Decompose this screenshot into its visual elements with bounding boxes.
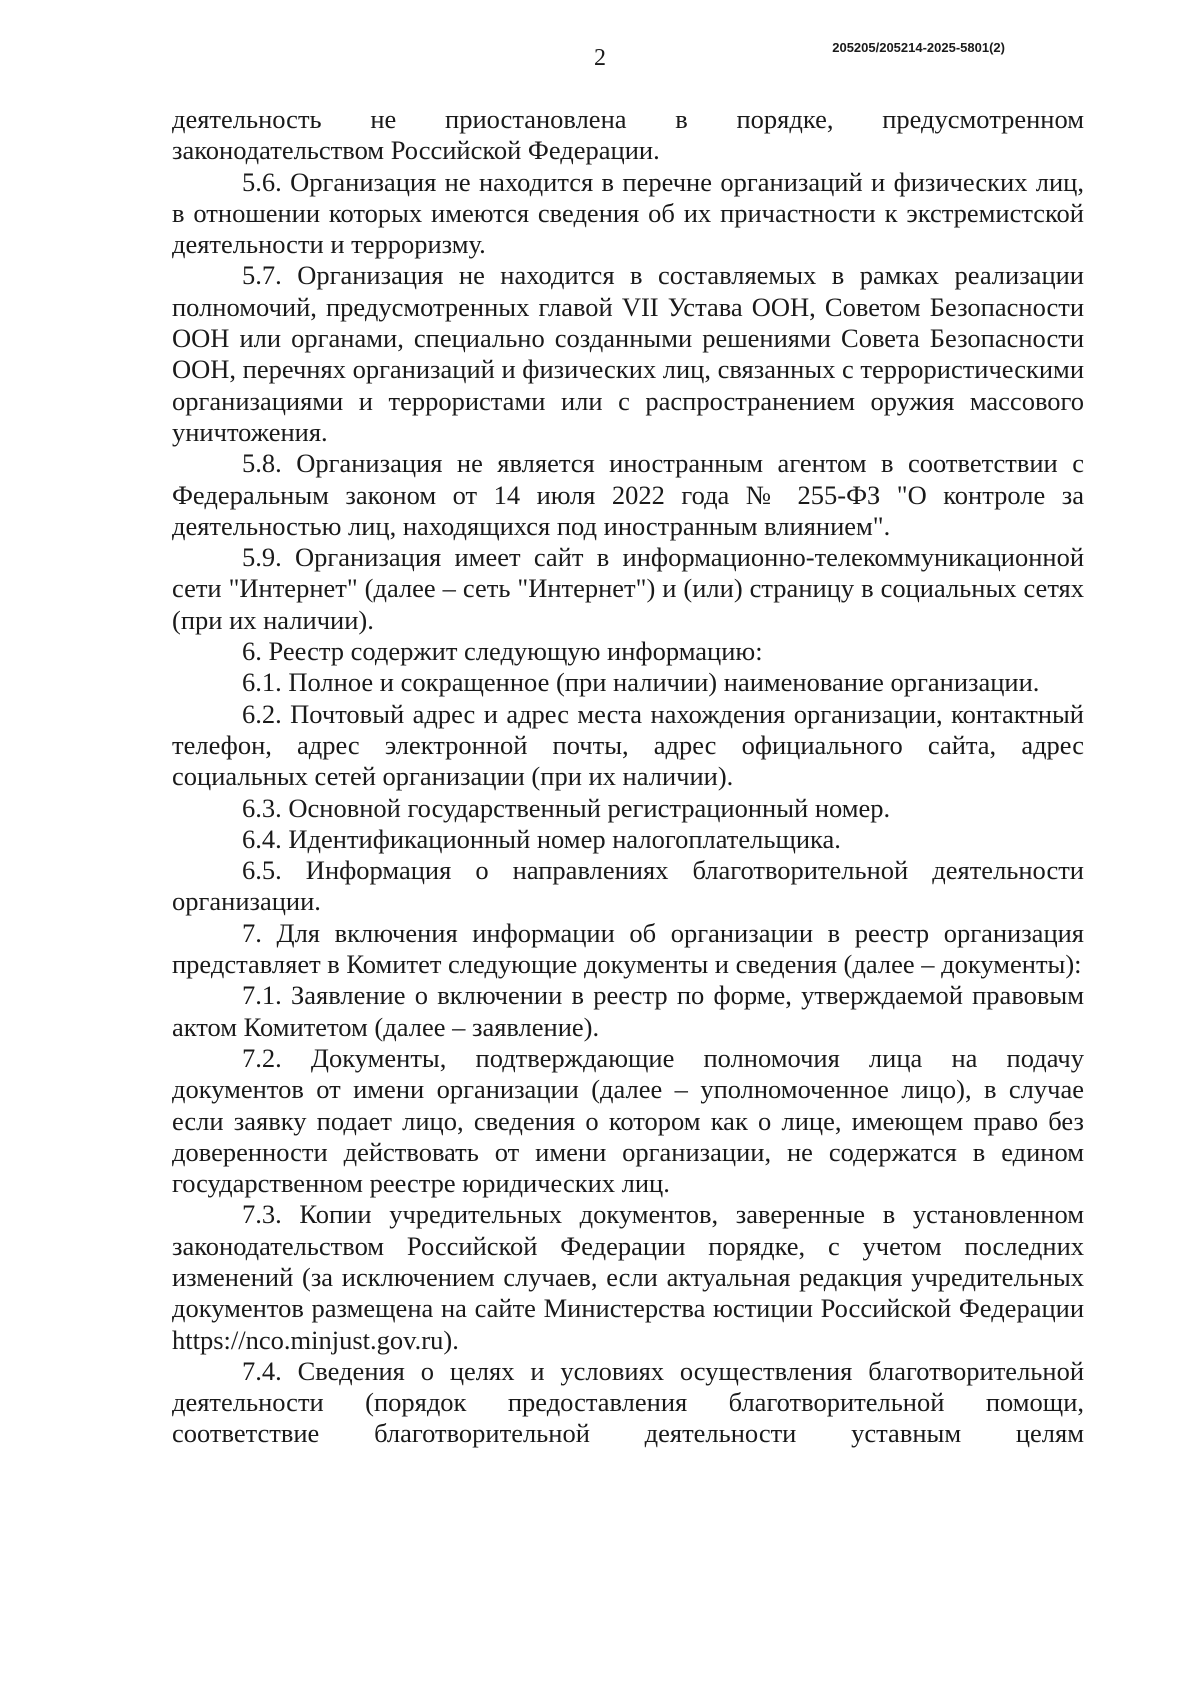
paragraph-7-3: 7.3. Копии учредительных документов, заверенные в установленном законодательством Российской Федерации порядке, с учетом последних изменений (за исключением случаев, если актуальная редакция учредительных документов размещена на сайте Министерства юстиции Российской Федерации https://nco.minjust.gov.ru). xyxy=(172,1199,1084,1355)
paragraph-7: 7. Для включения информации об организации в реестр организация представляет в Комитет следующие документы и сведения (далее – документы): xyxy=(172,917,1084,980)
paragraph-5-8: 5.8. Организация не является иностранным агентом в соответствии с Федеральным законом от 14 июля 2022 года № 255-ФЗ "О контроле за деятельностью лиц, находящихся под иностранным влиянием". xyxy=(172,448,1084,541)
paragraph-7-4: 7.4. Сведения о целях и условиях осуществления благотворительной деятельности (порядок предоставления благотворительной помощи, соответствие благотворительной деятельности уставным целям xyxy=(172,1355,1084,1449)
paragraph-6-4: 6.4. Идентификационный номер налогоплательщика. xyxy=(242,823,841,854)
paragraph-5-7: 5.7. Организация не находится в составляемых в рамках реализации полномочий, предусмотренных главой VII Устава ООН, Советом Безопасности ООН или органами, специально созданными решениями Совета Безопасности ООН, перечнях организаций и физических лиц, связанных с террористическими организациями и террористами или с распространением оружия массового уничтожения. xyxy=(172,260,1084,447)
paragraph-6-3: 6.3. Основной государственный регистрационный номер. xyxy=(242,792,891,823)
paragraph-continuation: деятельность не приостановлена в порядке, предусмотренном законодательством Российской Федерации. xyxy=(172,104,1084,166)
document-body xyxy=(172,104,1084,1450)
paragraph-5-9: 5.9. Организация имеет сайт в информационно-телекоммуникационной сети "Интернет" (далее – сеть "Интернет") и (или) страницу в социальных сетях (при их наличии). xyxy=(172,542,1084,635)
paragraph-7-1: 7.1. Заявление о включении в реестр по форме, утверждаемой правовым актом Комитетом (далее – заявление). xyxy=(172,980,1084,1042)
paragraph-6-2: 6.2. Почтовый адрес и адрес места нахождения организации, контактный телефон, адрес электронной почты, адрес официального сайта, адрес социальных сетей организации (при их наличии). xyxy=(172,698,1084,792)
page-number: 2 xyxy=(594,45,606,71)
paragraph-6: 6. Реестр содержит следующую информацию: xyxy=(242,636,763,667)
paragraph-5-6: 5.6. Организация не находится в перечне организаций и физических лиц, в отношении которых имеются сведения об их причастности к экстремистской деятельности и терроризму. xyxy=(172,166,1084,260)
paragraph-7-2: 7.2. Документы, подтверждающие полномочия лица на подачу документов от имени организации (далее – уполномоченное лицо), в случае если заявку подает лицо, сведения о котором как о лице, имеющем право без доверенности действовать от имени организации, не содержатся в едином государственном реестре юридических лиц. xyxy=(172,1042,1084,1199)
paragraph-6-5: 6.5. Информация о направлениях благотворительной деятельности организации. xyxy=(172,855,1084,917)
paragraph-6-1: 6.1. Полное и сокращенное (при наличии) наименование организации. xyxy=(242,667,1040,698)
document-id: 205205/205214-2025-5801(2) xyxy=(832,40,1005,55)
